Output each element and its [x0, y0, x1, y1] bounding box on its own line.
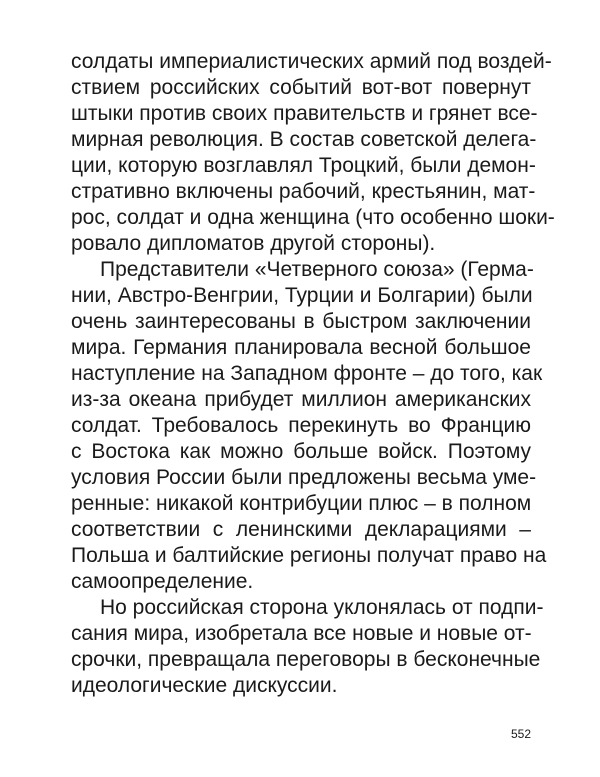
- text-line: соответствии с ленинскими декларациями –: [71, 518, 531, 541]
- text-line: мирная революция. В состав советской делега-: [71, 128, 537, 151]
- text-line: стративно включены рабочий, крестьянин, мат-: [71, 180, 536, 203]
- text-line: рос, солдат и одна женщина (что особенно шоки-: [71, 206, 555, 229]
- text-line: наступление на Западном фронте – до того, как: [71, 362, 543, 385]
- text-line: солдаты империалистических армий под воздей-: [71, 50, 552, 73]
- text-line: самоопределение.: [71, 570, 254, 593]
- text-line: Но российская сторона уклонялась от подпи-: [100, 596, 544, 619]
- paragraph-1: [71, 49, 555, 257]
- text-line: мира. Германия планировала весной большое: [71, 336, 531, 359]
- text-line: сания мира, изобретала все новые и новые от-: [71, 622, 532, 645]
- page-number: 552: [510, 727, 531, 741]
- text-line: ствием российских событий вот-вот повернут: [71, 76, 531, 99]
- text-line: ровало дипломатов другой стороны).: [71, 232, 436, 255]
- text-line: штыки против своих правительств и грянет все-: [71, 102, 538, 125]
- text-line: из-за океана прибудет миллион американских: [71, 388, 531, 411]
- text-line: ренные: никакой контрибуции плюс – в полном: [71, 492, 532, 515]
- text-line: срочки, превращала переговоры в бесконечные: [71, 648, 541, 671]
- paragraph-2: [71, 257, 547, 595]
- text-line: солдат. Требовалось перекинуть во Францию: [71, 414, 531, 437]
- text-line: условия России были предложены весьма уме-: [71, 466, 537, 489]
- paragraph-3: [71, 595, 544, 699]
- text-line: Представители «Четверного союза» (Герма-: [100, 258, 534, 281]
- text-line: с Востока как можно больше войск. Поэтому: [71, 440, 531, 463]
- body-text: [71, 49, 555, 699]
- text-line: Польша и балтийские регионы получат право на: [71, 544, 547, 567]
- text-line: очень заинтересованы в быстром заключении: [71, 310, 531, 333]
- text-line: ции, которую возглавлял Троцкий, были демон-: [71, 154, 536, 177]
- text-line: нии, Австро-Венгрии, Турции и Болгарии) были: [71, 284, 533, 307]
- text-line: идеологические дискуссии.: [71, 674, 338, 697]
